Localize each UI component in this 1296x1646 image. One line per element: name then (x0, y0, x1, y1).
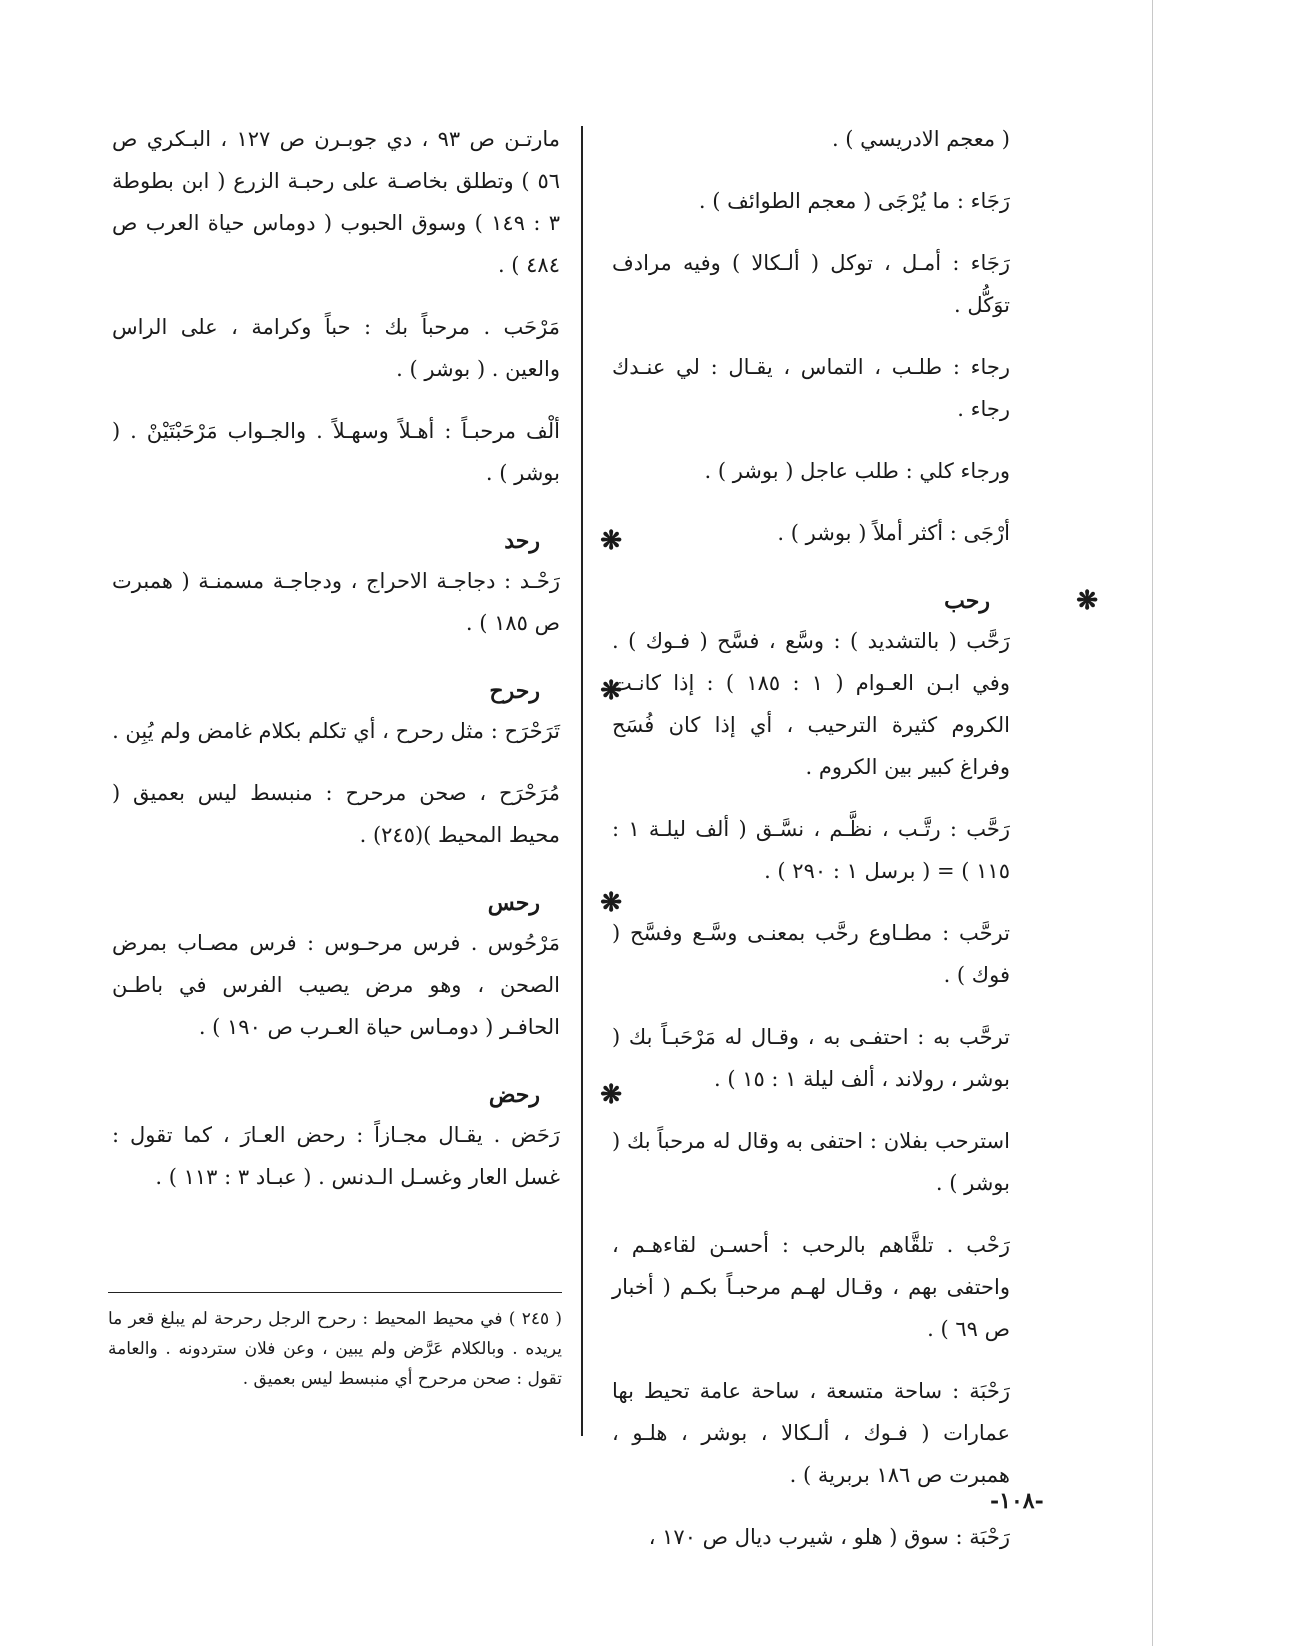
entry-paragraph: رَحْبَة : ساحة متسعة ، ساحة عامة تحيط بها عمارات ( فـوك ، ألـكالا ، بوشر ، هلـو ، همبرت ص ١٨٦ بربرية ) . (612, 1379, 1010, 1487)
entry-paragraph: رَحَّب : رتَّـب ، نظَّـم ، نسَّـق ( ألف ليلـة ١ : ١١٥ ) = ( برسل ١ : ٢٩٠ ) . (612, 817, 1010, 883)
entry-paragraph: ترحَّب : مطـاوع رحَّب بمعنـى وسَّـع وفسَّح ( فوك ) . (612, 921, 1010, 987)
heading-text: رحرح (489, 678, 540, 704)
asterisk-icon: ❋ (600, 676, 622, 706)
entry-paragraph: مُرَحْرَح ، صحن مرحرح : منبسط ليس بعميق ( محيط المحيط )(٢٤٥) . (112, 781, 560, 847)
heading-text: رحب (944, 588, 990, 614)
entry-paragraph: ألْف مرحبـاً : أهـلاً وسهـلاً . والجـواب مَرْحَبْتَيْنْ . ( بوشر ) . (112, 419, 560, 485)
footnote-rule (108, 1292, 562, 1293)
entry-paragraph: رَحَض . يقـال مجـازاً : رحض العـارَ ، كما تقول : غسل العار وغسـل الـدنس . ( عبـاد ٣ : ١١٣ ) . (112, 1123, 560, 1189)
entry-paragraph: مارتـن ص ٩٣ ، دي جوبـرن ص ١٢٧ ، البـكري ص ٥٦ ) وتطلق بخاصـة على رحبـة الزرع ( ابن بطوطة ٣ : ١٤٩ ) وسوق الحبوب ( دوماس حياة العرب ص ٤٨٤ ) . (112, 127, 561, 277)
entry-paragraph: ( معجم الادريسي ) . (831, 127, 1010, 151)
entry-paragraph: استرحب بفلان : احتفى به وقال له مرحباً بك ( بوشر ) . (612, 1129, 1010, 1195)
entry-paragraph: ترحَّب به : احتفـى به ، وقـال له مَرْحَبـاً بك ( بوشر ، رولاند ، ألف ليلة ١ : ١٥ ) . (612, 1025, 1010, 1091)
heading-text: رحس (487, 890, 540, 916)
heading-text: رحض (488, 1082, 540, 1108)
heading-text: رحد (504, 528, 540, 554)
entry-heading (112, 522, 622, 560)
footnote: ( ٢٤٥ ) في محيط المحيط : رحرح الرجل رحرحة لم يبلغ قعر ما يريده . وبالكلام عَرَّض ولم يبين ، وعن فلان ستردونه . والعامة تقول : صحن مرحرح أي منبسط ليس بعميق . (108, 1309, 562, 1389)
entry-paragraph: أرْجَى : أكثر أملاً ( بوشر ) . (777, 521, 1010, 545)
entry-paragraph: رَحْبَة : سوق ( هلو ، شيرب ديال ص ١٧٠ ، (648, 1525, 1010, 1549)
entry-paragraph: مَرْحُوس . فرس مرحـوس : فرس مصـاب بمرض الصحن ، وهو مرض يصيب الفرس في باطـن الحافـر ( دومـاس حياة العـرب ص ١٩٠ ) . (112, 931, 560, 1039)
page-number: -١٠٨- (990, 1488, 1044, 1514)
left-column (112, 118, 622, 1218)
column-divider (581, 126, 583, 1436)
entry-paragraph: مَرْحَب . مرحباً بك : حباً وكرامة ، على الراس والعين . ( بوشر ) . (112, 315, 560, 381)
entry-heading (112, 672, 622, 710)
entry-heading (612, 582, 1098, 620)
entry-paragraph: رَحَّب ( بالتشديد ) : وسَّع ، فسَّح ( فـوك ) . وفي ابـن العـوام ( ١ : ١٨٥ ) : إذا كانـت الكروم كثيرة الترحيب ، أي إذا كان فُسَح وفراغ كبير بين الكروم . (612, 629, 1010, 779)
entry-paragraph: رَحْب . تلقَّاهم بالرحب : أحسـن لقاءهـم ، واحتفى بهم ، وقـال لهـم مرحبـاً بكـم ( أخبار ص ٦٩ ) . (612, 1233, 1010, 1341)
entry-paragraph: رَحْـد : دجاجـة الاحراج ، ودجاجـة مسمنـة ( همبرت ص ١٨٥ ) . (112, 569, 560, 635)
entry-heading (112, 1076, 622, 1114)
entry-paragraph: رَجَاء : ما يُرْجَى ( معجم الطوائف ) . (698, 189, 1010, 213)
asterisk-icon: ❋ (600, 1080, 622, 1110)
entry-paragraph: ورجاء كلي : طلب عاجل ( بوشر ) . (704, 459, 1010, 483)
asterisk-icon: ❋ (1076, 586, 1098, 616)
asterisk-icon: ❋ (600, 526, 622, 556)
entry-paragraph: رَجَاء : أمـل ، توكل ( ألـكالا ) وفيه مرادف توَكُّل . (612, 251, 1010, 317)
entry-paragraph: رجاء : طلـب ، التماس ، يقـال : لي عنـدك رجاء . (612, 355, 1010, 421)
asterisk-icon: ❋ (600, 888, 622, 918)
entry-paragraph: تَرَحْرَح : مثل رحرح ، أي تكلم بكلام غامض ولم يُبِن . (112, 719, 560, 743)
scan-edge-line (1152, 0, 1153, 1646)
entry-heading (112, 884, 622, 922)
